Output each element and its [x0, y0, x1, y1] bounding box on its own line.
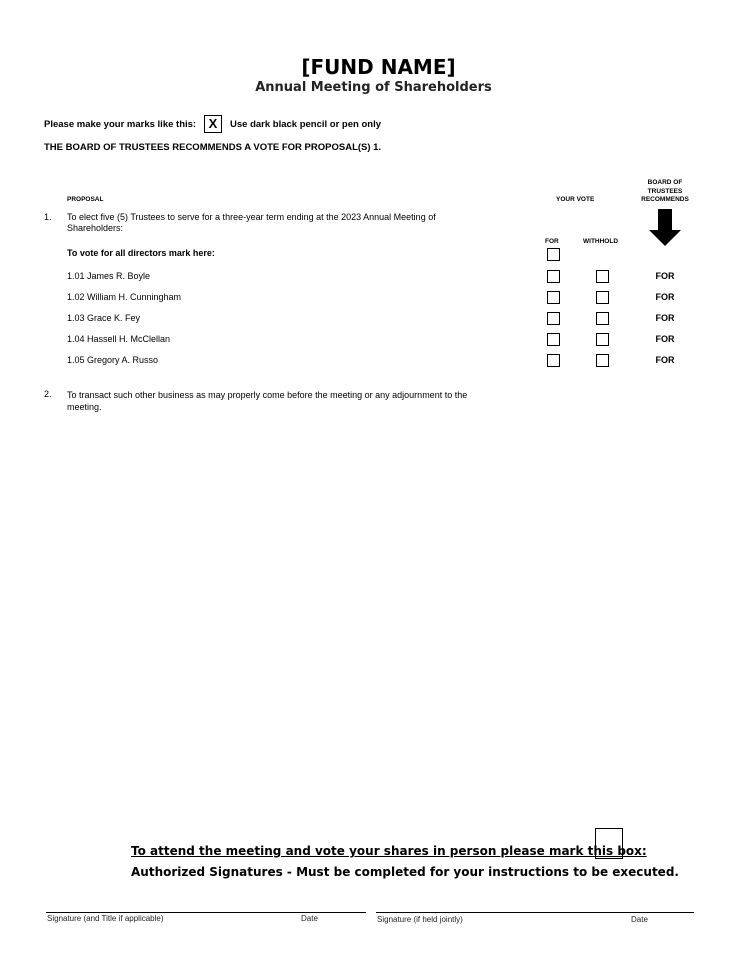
your-vote-column-header: YOUR VOTE [556, 196, 595, 203]
attend-in-person-checkbox[interactable] [595, 828, 623, 859]
fund-name-title: [FUND NAME] [301, 55, 456, 79]
board-header-line1: BOARD OF [647, 179, 683, 186]
withhold-column-header: WITHHOLD [583, 238, 619, 245]
signature-1-caption: Signature (and Title if applicable) [47, 914, 164, 923]
vote-all-directors-checkbox[interactable] [547, 248, 560, 261]
nominee-4-withhold-checkbox[interactable] [596, 333, 609, 346]
proposal-1-text [67, 212, 436, 234]
nominee-3-label: 1.03 Grace K. Fey [67, 313, 141, 323]
attend-in-person-text: To attend the meeting and vote your shares in person please mark this box: [131, 844, 647, 858]
authorized-signatures-text: Authorized Signatures - Must be completed for your instructions to be executed. [131, 865, 679, 879]
vote-all-directors-label: To vote for all directors mark here: [67, 248, 215, 258]
nominee-1-for-checkbox[interactable] [547, 270, 560, 283]
date-2-caption: Date [631, 915, 648, 924]
proposal-1-text-line1: To elect five (5) Trustees to serve for a three-year term ending at the 2023 Annual Meeting of [67, 212, 436, 222]
nominee-2-recommendation: FOR [655, 292, 675, 302]
down-arrow-icon [648, 209, 682, 247]
nominee-3-for-checkbox[interactable] [547, 312, 560, 325]
proposal-2-text [67, 389, 467, 413]
signature-2-caption: Signature (if held jointly) [377, 915, 463, 924]
nominee-2-for-checkbox[interactable] [547, 291, 560, 304]
proposal-1-text-line2: Shareholders: [67, 223, 124, 233]
proposal-2-text-line1: To transact such other business as may properly come before the meeting or any adjournment to the [67, 390, 468, 400]
for-column-header: FOR [545, 238, 559, 245]
proposal-2-number: 2. [44, 389, 52, 399]
mark-example-box: X [204, 115, 222, 133]
proposal-column-header: PROPOSAL [67, 196, 104, 203]
proposal-2-text-line2: meeting. [67, 402, 102, 412]
nominee-1-recommendation: FOR [655, 271, 675, 281]
marks-instruction: Please make your marks like this: [44, 119, 197, 130]
nominee-5-label: 1.05 Gregory A. Russo [67, 355, 159, 365]
nominee-4-label: 1.04 Hassell H. McClellan [67, 334, 171, 344]
signature-line-2[interactable] [376, 912, 694, 913]
nominee-2-label: 1.02 William H. Cunningham [67, 292, 182, 302]
meeting-subtitle: Annual Meeting of Shareholders [255, 80, 492, 95]
nominee-1-label: 1.01 James R. Boyle [67, 271, 151, 281]
nominee-3-recommendation: FOR [655, 313, 675, 323]
nominee-5-withhold-checkbox[interactable] [596, 354, 609, 367]
nominee-4-for-checkbox[interactable] [547, 333, 560, 346]
board-recommends-column-header [630, 179, 700, 205]
nominee-5-for-checkbox[interactable] [547, 354, 560, 367]
proposal-1-number: 1. [44, 212, 52, 222]
nominee-5-recommendation: FOR [655, 355, 675, 365]
board-recommendation-text: THE BOARD OF TRUSTEES RECOMMENDS A VOTE FOR PROPOSAL(S) 1. [44, 142, 382, 153]
board-header-line2: TRUSTEES [647, 187, 683, 195]
nominee-3-withhold-checkbox[interactable] [596, 312, 609, 325]
pen-instruction: Use dark black pencil or pen only [230, 119, 381, 130]
board-header-line3: RECOMMENDS [641, 196, 689, 203]
date-1-caption: Date [301, 914, 318, 923]
nominee-4-recommendation: FOR [655, 334, 675, 344]
signature-line-1[interactable] [46, 912, 366, 913]
nominee-2-withhold-checkbox[interactable] [596, 291, 609, 304]
nominee-1-withhold-checkbox[interactable] [596, 270, 609, 283]
